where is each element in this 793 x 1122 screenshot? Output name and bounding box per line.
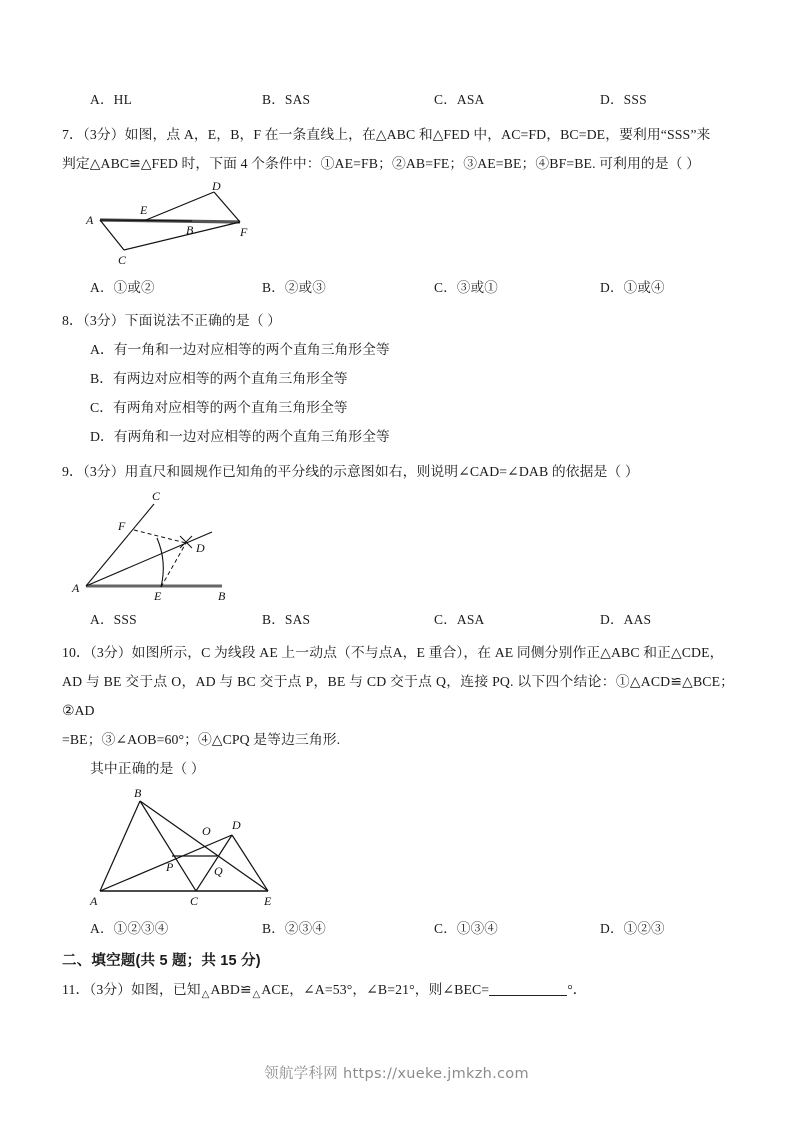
q7-option-b[interactable]: B．②或③ [262,280,327,295]
q9-figure-wrap [62,486,734,604]
svg-text:B: B [134,786,142,800]
q10-option-c[interactable]: C．①③④ [434,921,499,936]
q10-stem-line1: 10．（3分）如图所示，C 为线段 AE 上一动点（不与点A，E 重合），在 AE 同侧分别作正△ABC 和正△CDE， [62,645,724,660]
q7-option-c[interactable]: C．③或① [434,280,499,295]
q6-options-row [62,88,734,114]
q7-stem-line2: 判定△ABC≌△FED 时，下面 4 个条件中：①AE=FB；②AB=FE；③AE=BE；④BF=BE. 可利用的是（ ） [62,156,701,171]
q6-option-d[interactable]: D．SSS [600,92,647,107]
q11-text-mid1: ABD≌ [210,982,252,997]
q11-text-mid2: ACE，∠A=53°，∠B=21°，则∠BEC= [261,982,490,997]
svg-text:E: E [154,589,162,603]
svg-text:B: B [186,223,194,237]
q10-stem-line3: =BE；③∠AOB=60°；④△CPQ 是等边三角形. [62,732,341,747]
triangle-icon-1: △ [201,989,210,1000]
q6-option-a[interactable]: A．HL [90,92,133,107]
q11-text-pre: 11．（3分）如图，已知 [62,982,201,997]
page-content [62,88,734,1009]
q7-figure-wrap [62,178,734,270]
svg-text:D: D [212,179,221,193]
footer-watermark: 领航学科网 https://xueke.jmkzh.com [264,1066,529,1082]
q7-stem-line1: 7．（3分）如图，点 A，E，B，F 在一条直线上，在△ABC 和△FED 中，AC=FD，BC=DE，要利用“SSS”来 [62,127,711,142]
svg-text:C: C [190,894,199,908]
q9-stem: 9．（3分）用直尺和圆规作已知角的平分线的示意图如右，则说明∠CAD=∠DAB 的依据是（ ） [62,464,639,479]
q6-option-c[interactable]: C．ASA [434,92,485,107]
svg-text:O: O [202,824,211,838]
svg-text:D: D [232,818,241,832]
q7-figure [62,178,282,270]
q9-option-c[interactable]: C．ASA [434,612,485,627]
q6-option-b[interactable]: B．SAS [262,92,311,107]
q8-option-a[interactable]: A．有一角和一边对应相等的两个直角三角形全等 [90,342,390,357]
q9-option-a[interactable]: A．SSS [90,612,137,627]
svg-text:E: E [140,203,148,217]
q9-option-d[interactable]: D．AAS [600,612,652,627]
q8-option-c[interactable]: C．有两角对应相等的两个直角三角形全等 [90,400,348,415]
q11-text-post: °． [567,982,587,997]
q10-option-d[interactable]: D．①②③ [600,921,665,936]
q10-figure-wrap [62,783,734,909]
q9-option-b[interactable]: B．SAS [262,612,311,627]
svg-text:C: C [152,489,161,503]
section-2-heading: 二、填空题(共 5 题；共 15 分) [62,953,261,969]
q8-option-d[interactable]: D．有两角和一边对应相等的两个直角三角形全等 [90,429,390,444]
svg-text:A: A [86,213,94,227]
q10-stem-line2: AD 与 BE 交于点 O，AD 与 BC 交于点 P，BE 与 CD 交于点 Q，连接 PQ. 以下四个结论：①△ACD≌△BCE；②AD [62,674,734,718]
q7-option-d[interactable]: D．①或④ [600,280,665,295]
q7-option-a[interactable]: A．①或② [90,280,155,295]
q10-option-a[interactable]: A．①②③④ [90,921,169,936]
q10-stem-line4: 其中正确的是（ ） [90,761,205,776]
q11-stem [62,975,734,1009]
svg-text:F: F [240,225,248,239]
q9-options-row [62,608,734,634]
svg-text:D: D [196,541,205,555]
svg-text:A: A [72,581,80,595]
q10-figure [86,783,306,909]
triangle-icon-2: △ [252,989,261,1000]
q8-stem: 8．（3分）下面说法不正确的是（ ） [62,313,282,328]
svg-text:A: A [90,894,98,908]
svg-text:Q: Q [214,864,223,878]
q7-options-row [62,276,734,302]
q9-figure [62,486,262,604]
q10-options-row [62,917,734,943]
svg-text:B: B [218,589,226,603]
q10-option-b[interactable]: B．②③④ [262,921,327,936]
q8-option-b[interactable]: B．有两边对应相等的两个直角三角形全等 [90,371,348,386]
q11-answer-blank[interactable] [489,982,567,996]
svg-text:E: E [264,894,272,908]
svg-text:F: F [118,519,126,533]
svg-text:C: C [118,253,127,267]
svg-text:P: P [166,860,174,874]
